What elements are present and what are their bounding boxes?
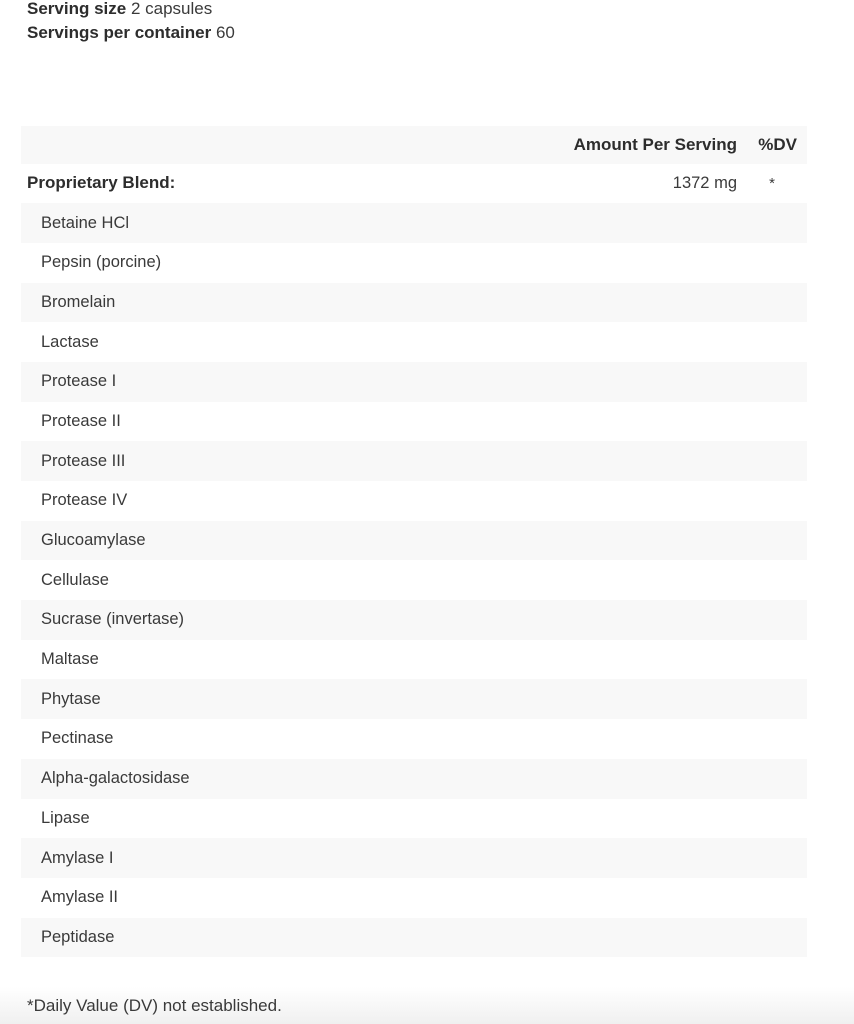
ingredient-name: Amylase II: [41, 888, 119, 907]
ingredient-row: [21, 640, 807, 680]
serving-size-label: Serving size: [27, 0, 127, 18]
ingredient-row: [21, 679, 807, 719]
proprietary-blend-row: [21, 164, 807, 204]
ingredient-name: Betaine HCl: [41, 213, 130, 232]
ingredient-name: Lipase: [41, 808, 90, 827]
ingredient-row: [21, 441, 807, 481]
ingredient-name: Sucrase (invertase): [41, 610, 185, 629]
ingredient-row: [21, 918, 807, 958]
ingredient-row: [21, 719, 807, 759]
ingredient-row: [21, 481, 807, 521]
ingredient-row: [21, 402, 807, 442]
serving-size-value: 2 capsules: [130, 0, 213, 18]
servings-per-container-label: Servings per container: [27, 23, 212, 42]
ingredient-row: [21, 362, 807, 402]
proprietary-blend-dv: *: [769, 174, 775, 192]
serving-size-line: [27, 0, 235, 21]
ingredient-row: [21, 878, 807, 918]
ingredient-name: Amylase I: [41, 848, 114, 867]
ingredient-name: Cellulase: [41, 570, 109, 589]
footnote-text: *Daily Value (DV) not established.: [27, 995, 282, 1015]
ingredient-name: Protease I: [41, 372, 117, 391]
ingredient-row: [21, 600, 807, 640]
ingredient-name: Protease III: [41, 451, 126, 470]
ingredient-name: Lactase: [41, 332, 99, 351]
ingredient-name: Bromelain: [41, 292, 116, 311]
supplement-facts-table: [21, 126, 807, 957]
ingredient-row: [21, 203, 807, 243]
ingredient-row: [21, 521, 807, 561]
ingredient-name: Pectinase: [41, 729, 114, 748]
servings-per-container-value: 60: [215, 23, 235, 42]
ingredient-name: Phytase: [41, 689, 101, 708]
ingredient-rows: [21, 203, 807, 957]
proprietary-blend-label: Proprietary Blend:: [27, 173, 176, 193]
servings-per-container-line: [27, 21, 235, 45]
ingredient-name: Pepsin (porcine): [41, 253, 162, 272]
ingredient-name: Maltase: [41, 650, 99, 669]
ingredient-name: Protease II: [41, 411, 121, 430]
table-header-row: [21, 126, 807, 164]
footnote: [0, 987, 854, 1024]
ingredient-row: [21, 243, 807, 283]
amount-per-serving-header: Amount Per Serving: [573, 134, 737, 154]
ingredient-row: [21, 560, 807, 600]
dv-header: %DV: [758, 134, 797, 154]
ingredient-row: [21, 759, 807, 799]
ingredient-name: Protease IV: [41, 491, 128, 510]
ingredient-row: [21, 838, 807, 878]
ingredient-name: Alpha-galactosidase: [41, 769, 190, 788]
ingredient-row: [21, 799, 807, 839]
ingredient-row: [21, 322, 807, 362]
ingredient-name: Glucoamylase: [41, 531, 146, 550]
ingredient-row: [21, 283, 807, 323]
proprietary-blend-amount: 1372 mg: [672, 173, 737, 192]
ingredient-name: Peptidase: [41, 927, 115, 946]
serving-info: [27, 0, 235, 45]
